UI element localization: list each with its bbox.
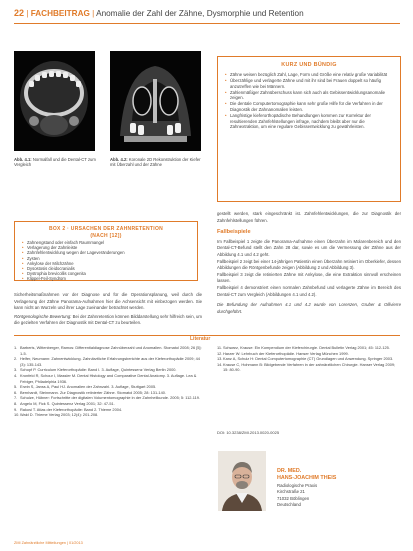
figure2-caption: Abb. 4.2: Koronale 2D Rekonstruktion der Kiefer mit Überzahl und der Zähne: [110, 157, 201, 168]
summary-box: [217, 56, 401, 202]
cause-item: • Zahnfehlentwicklung wegen der Lageveränderungen: [22, 250, 190, 255]
page-footer: ZMI Zahnärztliche Mitteilungen | 01/2013: [14, 541, 83, 545]
summary-item: • Die dentale Computertomographie kann sehr große Hilfe für die Verfahren in der Diagnostik der Zahnanomalien leisten.: [225, 101, 393, 112]
header-separator: |: [26, 9, 29, 18]
left-para-1: Sicherheitsmaßnahmen vor der Diagnose und für die Operationsplanung, weil durch die Verlagerung der Zähne Panorama-Aufnahmen hier die Achsensicht mit einbezogen werden. Sie kann nicht an Wurzeln und ihrer Lage zueinander betrachtet werden.: [14, 292, 202, 311]
reference-item: 3. Schopf P. Curriculum Kieferorthopädie: Band I. 3. Auflage, Quintessenz Verlag Berlin 2000.: [14, 367, 177, 373]
cause-item: • Verlagerung der Zahnleiste: [22, 245, 190, 250]
right-para-2: Fallbeispiel 2 zeigt bei einer 14-jährigen Patientin einen Überzahn retiniert im Oberkiefer, dessen Abbildungen die Röntgenbefunde zeigen (Abbildung 2 und Abbildung 3).: [217, 258, 401, 271]
reference-item: 10. Wald D. Thieme Verlag 2003; 12(4): 201-208.: [14, 412, 99, 418]
right-column-text: [217, 211, 401, 315]
reference-item: 5. Erwin S, Janss A, Paul HJ. Anomalien der Zahnzahl. 3. Auflage, Stuttgart 2005.: [14, 384, 157, 390]
figure-ct-coronal: [110, 51, 201, 151]
summary-item: • Zähne weisen bezüglich Zahl, Lage, Form und Größe eine relativ große Variabilität: [225, 72, 393, 78]
cause-item: • Ankylose der Milchzähne: [22, 261, 190, 266]
article-title: Anomalie der Zahl der Zähne, Dysmorphie und Retention: [96, 9, 304, 18]
literature-list-left: [14, 345, 204, 418]
running-header: 22 | FACHBEITRAG | Anomalie der Zahl der Zähne, Dysmorphie und Retention: [14, 8, 304, 18]
literature-list-right: [217, 345, 401, 373]
cause-item: • Dystrophia brevicollis congenita: [22, 271, 190, 276]
reference-item: 12. Harzer W: Lehrbuch der Kieferorthopädie. Hanser Verlag München 1999.: [217, 350, 349, 356]
cause-item: • Klippel-Feil-Syndrom: [22, 276, 190, 281]
reference-item: 2. Helfer, Neumann: Zahnentwicklung. Zahnärztliche Erfahrungsberichte aus der Kieferorthopädie 2009; 44 (3): 135-143.: [14, 356, 200, 367]
reference-item: 14. Krause C, Hohmann B: Bildgebende Verfahren in der zahnärztlichen Chirurgie. Hanser Verlag 2009; 15: 80-90.: [217, 361, 396, 373]
author-name: HANS-JOACHIM THEIS: [277, 474, 337, 481]
reference-item: 9. Rakosi T. Atlas der Kieferorthopädie: Band 2. Thieme 2004.: [14, 406, 123, 412]
causes-box: [14, 221, 198, 281]
header-rule: [14, 23, 400, 24]
reference-item: 13. Kanz A, Schulz H: Dental Computertomographie (CT) Grundlagen und Anwendung. Springer 2003.: [217, 356, 394, 362]
right-para-4: Fallbeispiel 4 demonstriert einen normalen Zahnbefund und verlagerte Zähne im Bereich des Dental-CT zum Vergleich (Abbildungen 4.1 und 4.2).: [217, 284, 401, 297]
causes-list: [22, 240, 190, 282]
literature-heading: Literatur: [190, 336, 211, 342]
reference-item: 8. Angelo M, Fick S. Quintessenz Verlag 2001; 32: 47-51.: [14, 400, 115, 406]
right-para-3: Fallbeispiel 3 zeigt die retinierten Zähne mit Ankylose, die eine Extraktion sinnvoll erscheinen lassen.: [217, 271, 401, 284]
left-para-2: Röntgenologische Bewertung: Bei der Zahnretention können Bilddarstellung sehr hilfreich sein, um die gezielten Verfahren der Diagnostik mit Dental-CT zu beurteilen.: [14, 313, 202, 326]
causes-box-title-1: BOX 2 · URSACHEN DER ZAHNRETENTION: [48, 226, 164, 232]
left-column-text: [14, 292, 202, 327]
doi-line: DOI: 10.3238/ZMI.2013.0020-0025: [217, 430, 280, 435]
right-para-1: Im Fallbeispiel 1 zeigte die Panorama-Aufnahme einen Überzahn im Molarenbereich und den Dental-CT-Befund stellt den Zahn 28 dar, sowie es um die Vermessung der Zähne aus der Abbildung 4.1 und 4.2 geht.: [217, 238, 401, 257]
author-portrait: [218, 451, 266, 511]
author-title: DR. MED.: [277, 468, 302, 474]
reference-item: 1. Barberis, Wittenberger, Ramos: Differentialdiagnose Zahnüberzahl und Anomalien. Stomatol 2008; 26 [5]: 1-5.: [14, 345, 202, 356]
reference-item: 7. Schulze, Hübner: Fortschritte der digitalen Volumentomographie in der Zahnheilkunde. 2005; 5: 112-119.: [14, 395, 201, 401]
summary-list: [225, 72, 393, 130]
cause-item: • Dysostosis cleidocranialis: [22, 266, 190, 271]
summary-item: • Langfristige kieferorthopädische Behandlungen kommen zur Korrektur der resultierenden Zahnfehlstellungen infrage, nachdem bleibt aber nur die Zahnextraktion, um eine regulare Gebissentwicklung zu gewährleisten.: [225, 113, 393, 130]
summary-box-title: KURZ UND BÜNDIG: [281, 62, 337, 68]
right-para-closing: Die Befundung der Aufnahmen 4.1 und 4.2 wurde von Lorenzen, Gruber & Ollivierre durchgeführt.: [217, 302, 401, 314]
cause-item: • Zysten: [22, 256, 190, 261]
figure-ct-axial: [14, 51, 95, 151]
figure1-caption: Abb. 4.1: Normalfall und die Dental-CT zum Vergleich: [14, 157, 96, 168]
author-address: Radiologische Praxis Kirchstraße 21 71032 Böblingen Deutschland: [277, 483, 318, 507]
summary-item: • Zahlenmäßiger Zahnüberschuss kann sich auch als Gebissentwicklungsanomalie zeigen.: [225, 90, 393, 101]
summary-item: • Überzählige und verlagerte Zähne und mit ihr sind bei Frauen doppelt so häufig anzutreffen wie bei Männern.: [225, 78, 393, 89]
reference-item: 11. Schwarz, Krause: Ein Kompendium der Kieferchirurgie. Dental Bulletin Verlag 2001; 45: 112-125.: [217, 345, 390, 350]
reference-item: 4. Kronfeld R, Schour I, Massler M. Dental Histology and Comparative Dental Anatomy. 3. Auflage. Lea & Febiger, Philadelphia 1936.: [14, 372, 197, 384]
section-label: FACHBEITRAG: [30, 9, 90, 18]
right-para-intro: gestellt werden, stark eingeschränkt ist. Zahnfehlentwicklungen, die zur Diagnostik der Zahnfehlstellungen führen.: [217, 211, 401, 223]
reference-item: 6. Bernhardt, Steinmann. Zur Diagnostik retinierter Zähne. Stomatol 2005; 28: 131-140.: [14, 389, 166, 395]
author-info: [277, 468, 397, 508]
subheading-fallbeispiele: Fallbeispiele: [217, 229, 251, 236]
cause-item: • Zahnengstand oder einfach Raummangel: [22, 240, 190, 245]
causes-box-title-2: (NACH [12]): [90, 233, 122, 239]
page-number: 22: [14, 8, 25, 18]
